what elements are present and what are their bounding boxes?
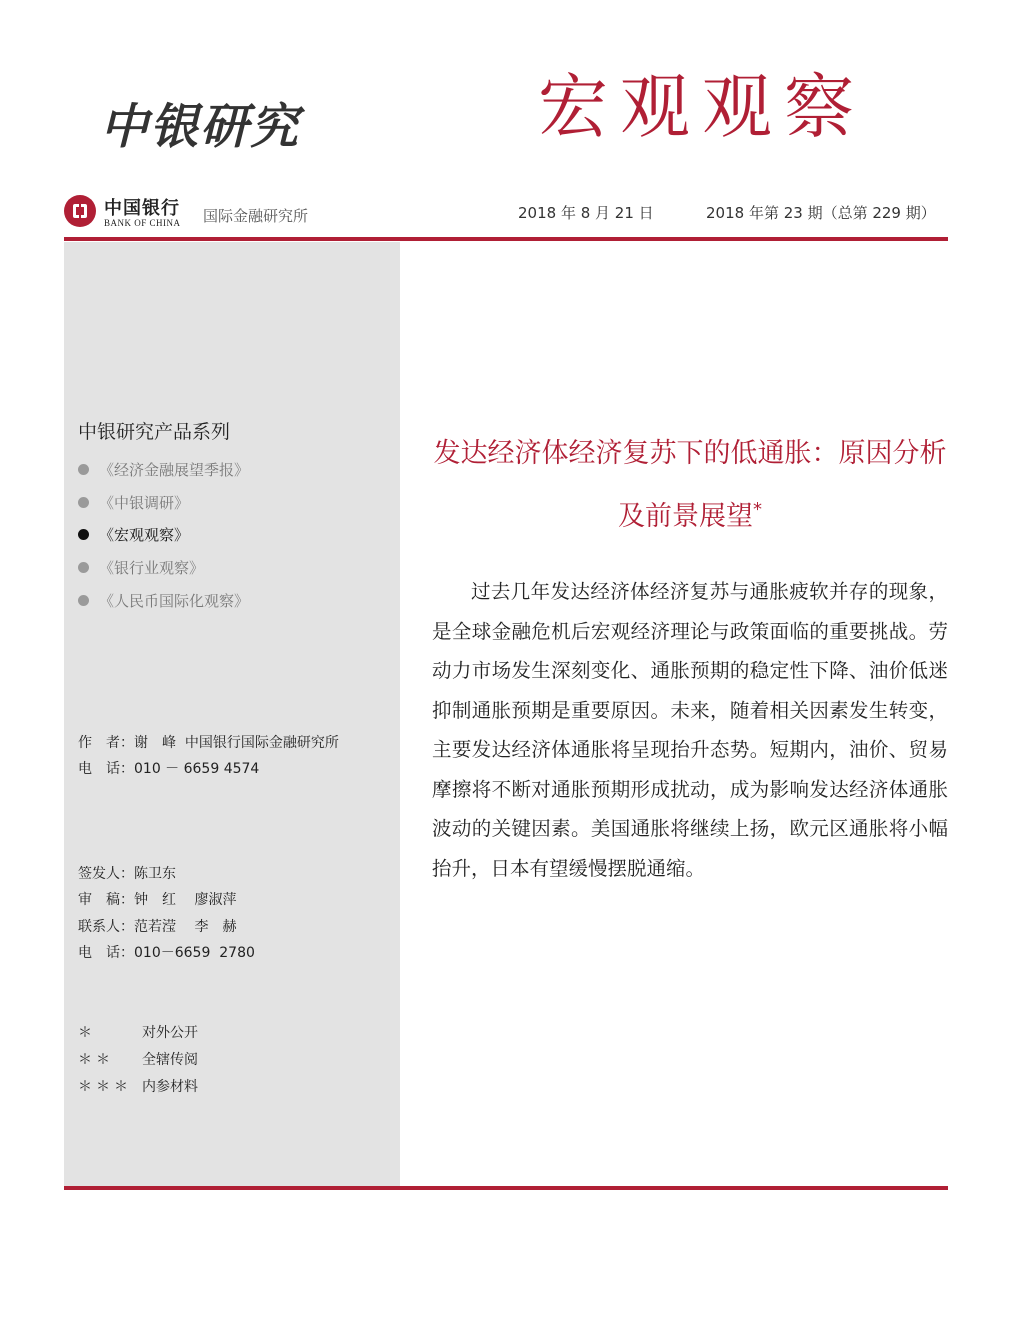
author-phone: 电 话：010 － 6659 4574 bbox=[78, 761, 260, 777]
legend-internal: ＊＊ 全辖传阅 bbox=[78, 1052, 198, 1068]
bank-name-cn: 中国银行 bbox=[104, 198, 180, 219]
bullet-icon bbox=[78, 595, 89, 606]
header-divider bbox=[64, 237, 948, 241]
contact-line: 联系人：范若滢 李 赫 bbox=[78, 919, 237, 935]
footnote-mark: * bbox=[753, 499, 762, 520]
series-item-label: 《经济金融展望季报》 bbox=[99, 461, 250, 479]
series-item-rmb[interactable] bbox=[78, 590, 249, 611]
series-item-label: 《宏观观察》 bbox=[99, 526, 190, 544]
publish-date: 2018 年 8 月 21 日 bbox=[518, 204, 654, 222]
contact-phone: 电 话：010－6659 2780 bbox=[78, 945, 255, 961]
series-item-label: 《中银调研》 bbox=[99, 494, 190, 512]
series-item-label: 《人民币国际化观察》 bbox=[99, 592, 250, 610]
legend-restricted: ＊＊＊ 内参材料 bbox=[78, 1079, 198, 1095]
author-line: 作 者：谢 峰 中国银行国际金融研究所 bbox=[78, 735, 339, 751]
bullet-icon bbox=[78, 529, 89, 540]
reviewer-line: 审 稿：钟 红 廖淑萍 bbox=[78, 892, 237, 908]
bullet-icon bbox=[78, 497, 89, 508]
footer-divider bbox=[64, 1186, 948, 1190]
bank-name-en: BANK OF CHINA bbox=[104, 218, 181, 228]
institute-name: 国际金融研究所 bbox=[203, 207, 309, 225]
issue-number: 2018 年第 23 期（总第 229 期） bbox=[706, 204, 936, 222]
series-item-banking[interactable] bbox=[78, 557, 204, 578]
series-item-quarterly[interactable] bbox=[78, 459, 249, 480]
sidebar-panel bbox=[64, 242, 400, 1186]
zhongyin-research-logo: 中银研究 bbox=[100, 99, 301, 155]
series-item-research[interactable] bbox=[78, 492, 189, 513]
series-title: 中银研究产品系列 bbox=[78, 421, 231, 443]
publication-title: 宏观观察 bbox=[538, 66, 866, 148]
bullet-icon bbox=[78, 562, 89, 573]
bullet-icon bbox=[78, 464, 89, 475]
series-item-macro[interactable] bbox=[78, 524, 189, 545]
series-item-label: 《银行业观察》 bbox=[99, 559, 205, 577]
legend-public: ＊ 对外公开 bbox=[78, 1025, 198, 1041]
issuer-line: 签发人：陈卫东 bbox=[78, 866, 176, 882]
report-title: 发达经济体经济复苏下的低通胀：原因分析及前景展望* bbox=[433, 438, 947, 532]
abstract-paragraph: 过去几年发达经济体经济复苏与通胀疲软并存的现象，是全球金融危机后宏观经济理论与政策面临的重要挑战。劳动力市场发生深刻变化、通胀预期的稳定性下降、油价低迷抑制通胀预期是重要原因。未来，随着相关因素发生转变，主要发达经济体通胀将呈现抬升态势。短期内，油价、贸易摩擦将不断对通胀预期形成扰动，成为影响发达经济体通胀波动的关键因素。美国通胀将继续上扬，欧元区通胀将小幅抬升，日本有望缓慢摆脱通缩。 bbox=[432, 580, 948, 880]
bank-of-china-logo-icon bbox=[64, 195, 96, 227]
